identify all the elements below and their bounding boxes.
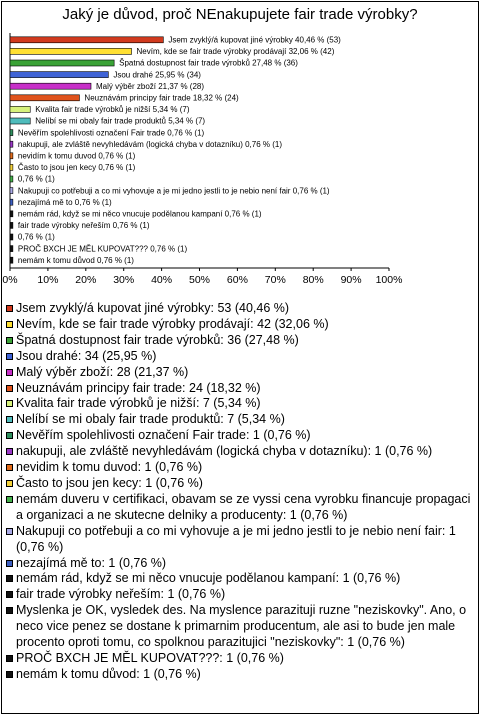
bar-label: Nakupuji co potřebuji a co mi vyhovuje a je mi jedno jestli to je nebio není fair 0,76 % (1) [17,186,330,196]
bar [10,176,13,182]
legend-swatch [6,353,13,360]
legend-label: Nakupuji co potřebuji a co mi vyhovuje a je mi jedno jestli to je nebio není fair: 1 (0,76 %) [16,523,456,554]
legend-item [6,412,472,428]
bar [10,234,13,240]
x-tick-label: 80% [302,274,324,286]
bar [10,83,91,89]
legend-label: Malý výběr zboží: 28 (21,37 %) [16,364,189,379]
legend-label: Myslenka je OK, vysledek des. Na myslence parazituji ruzne "neziskovky". Ano, o neco vice penez se dostane k primarnim producentum, ale asi to bude jen male procento oproti tomu, co spolknou parazitujici "neziskovky": 1 (0,76 %) [16,603,467,650]
legend-swatch [6,671,13,678]
legend-swatch [6,369,13,376]
bar [10,153,13,159]
bar [10,141,13,147]
legend-label: Jsou drahé: 34 (25,95 %) [16,348,157,363]
bar [10,37,163,43]
bar-label: Kvalita fair trade výrobků je nižší 5,34 % (7) [35,105,190,115]
bar [10,211,13,217]
legend-item [6,428,472,444]
legend-label: nemám duveru v certifikaci, obavam se ze vyssi cena vyrobku financuje propagaci a organizaci a ne skutecne delniky a producenty: 1 (0,76 %) [16,491,471,522]
legend-swatch [6,464,13,471]
bar [10,48,132,54]
bar [10,60,114,66]
bar [10,118,30,124]
legend-label: nevidim k tomu duvod: 1 (0,76 %) [16,460,203,475]
legend-label: Špatná dostupnost fair trade výrobků: 36 (27,48 %) [16,332,299,347]
x-tick-label: 10% [37,274,59,286]
bar-label: Neuznávám principy fair trade 18,32 % (24) [84,93,239,103]
legend-label: nemám k tomu důvod: 1 (0,76 %) [16,666,201,681]
x-tick-label: 20% [75,274,97,286]
legend-item [6,365,472,381]
legend-swatch [6,416,13,423]
legend-label: Kvalita fair trade výrobků je nižší: 7 (5,34 %) [16,396,261,411]
x-tick-label: 100% [375,274,403,286]
x-tick-label: 60% [226,274,248,286]
bar [10,95,79,101]
legend-swatch [6,591,13,598]
legend-label: nezajímá mě to: 1 (0,76 %) [16,555,167,570]
bar-label: nevidím k tomu duvod 0,76 % (1) [17,151,136,161]
legend-label: Nelíbí se mi obaly fair trade produktů: 7 (5,34 %) [16,412,285,427]
legend-item [6,524,472,556]
legend-item [6,349,472,365]
legend-label: Jsem zvyklý/á kupovat jiné výrobky: 53 (40,46 %) [16,301,290,315]
bar [10,257,13,263]
bar-label: Nelíbí se mi obaly fair trade produktů 5,34 % (7) [35,116,206,126]
legend-swatch [6,432,13,439]
legend-swatch [6,575,13,582]
legend-swatch [6,305,13,312]
legend-swatch [6,400,13,407]
x-tick-label: 0% [2,274,18,286]
bar [10,72,108,78]
bar-label: 0,76 % (1) [17,232,55,242]
legend-label: Nevěřím spolehlivosti označení Fair trade: 1 (0,76 %) [16,428,311,443]
legend-swatch [6,385,13,392]
legend-item [6,603,472,651]
bar [10,164,13,170]
legend-label: PROČ BXCH JE MĚL KUPOVAT???: 1 (0,76 %) [16,650,284,665]
legend-swatch [6,496,13,503]
bar [10,199,13,205]
bar-label: Špatná dostupnost fair trade výrobků 27,48 % (36) [119,58,298,68]
bar [10,106,30,112]
bar-label: Malý výběr zboží 21,37 % (28) [95,81,205,91]
legend-label: fair trade výrobky neřeším: 1 (0,76 %) [16,587,226,602]
bar [10,222,13,228]
legend-swatch [6,321,13,328]
x-tick-label: 30% [113,274,135,286]
legend-swatch [6,480,13,487]
legend-swatch [6,448,13,455]
legend-item [6,317,472,333]
legend-swatch [6,560,13,567]
bar-label: nemám k tomu důvod 0,76 % (1) [17,255,134,265]
chart-legend [6,301,472,683]
bar-label: fair trade výrobky neřeším 0,76 % (1) [17,221,150,231]
legend-item [6,301,472,317]
legend-item [6,476,472,492]
legend-item [6,381,472,397]
legend-label: Nevím, kde se fair trade výrobky prodávají: 42 (32,06 %) [16,316,329,331]
bar-label: Jsem zvyklý/á kupovat jiné výrobky 40,46 % (53) [168,35,341,45]
bar-label: 0,76 % (1) [17,174,55,184]
legend-swatch [6,655,13,662]
x-tick-label: 90% [340,274,362,286]
chart-title: Jaký je důvod, proč NEnakupujete fair trade výrobky? [62,6,418,23]
legend-item [6,651,472,667]
bar-label: Nevím, kde se fair trade výrobky prodávají 32,06 % (42) [136,47,335,57]
bar-label: nemám rád, když se mi něco vnucuje podělanou kampaní 0,76 % (1) [17,209,262,219]
x-tick-label: 40% [151,274,173,286]
legend-item [6,460,472,476]
legend-swatch [6,607,13,614]
bar-label: Nevěřím spolehlivosti označení Fair trade 0,76 % (1) [17,128,205,138]
x-tick-label: 70% [264,274,286,286]
legend-item [6,587,472,603]
bar-label: Jsou drahé 25,95 % (34) [113,70,201,80]
legend-label: Neuznávám principy fair trade: 24 (18,32 %) [16,380,261,395]
legend-label: Často to jsou jen kecy: 1 (0,76 %) [16,475,203,490]
bar-label: nezajímá mě to 0,76 % (1) [17,197,112,207]
legend-item [6,333,472,349]
bar [10,246,13,252]
x-tick-label: 50% [188,274,211,286]
legend-item [6,396,472,412]
bar [10,130,13,136]
bar [10,188,13,194]
bar-label: PROČ BXCH JE MĚL KUPOVAT??? 0,76 % (1) [17,244,188,254]
bar-label: Často to jsou jen kecy 0,76 % (1) [17,163,136,173]
bar-label: nakupuji, ale zvláště nevyhledávám (logická chyba v dotazníku) 0,76 % (1) [17,139,283,149]
legend-item [6,571,472,587]
bar-chart [0,0,480,300]
legend-item [6,444,472,460]
legend-item [6,556,472,572]
legend-label: nakupuji, ale zvláště nevyhledávám (logická chyba v dotazníku): 1 (0,76 %) [16,444,433,459]
legend-label: nemám rád, když se mi něco vnucuje podělanou kampaní: 1 (0,76 %) [16,571,401,586]
legend-item [6,492,472,524]
legend-item [6,667,472,683]
legend-swatch [6,528,13,535]
legend-swatch [6,337,13,344]
